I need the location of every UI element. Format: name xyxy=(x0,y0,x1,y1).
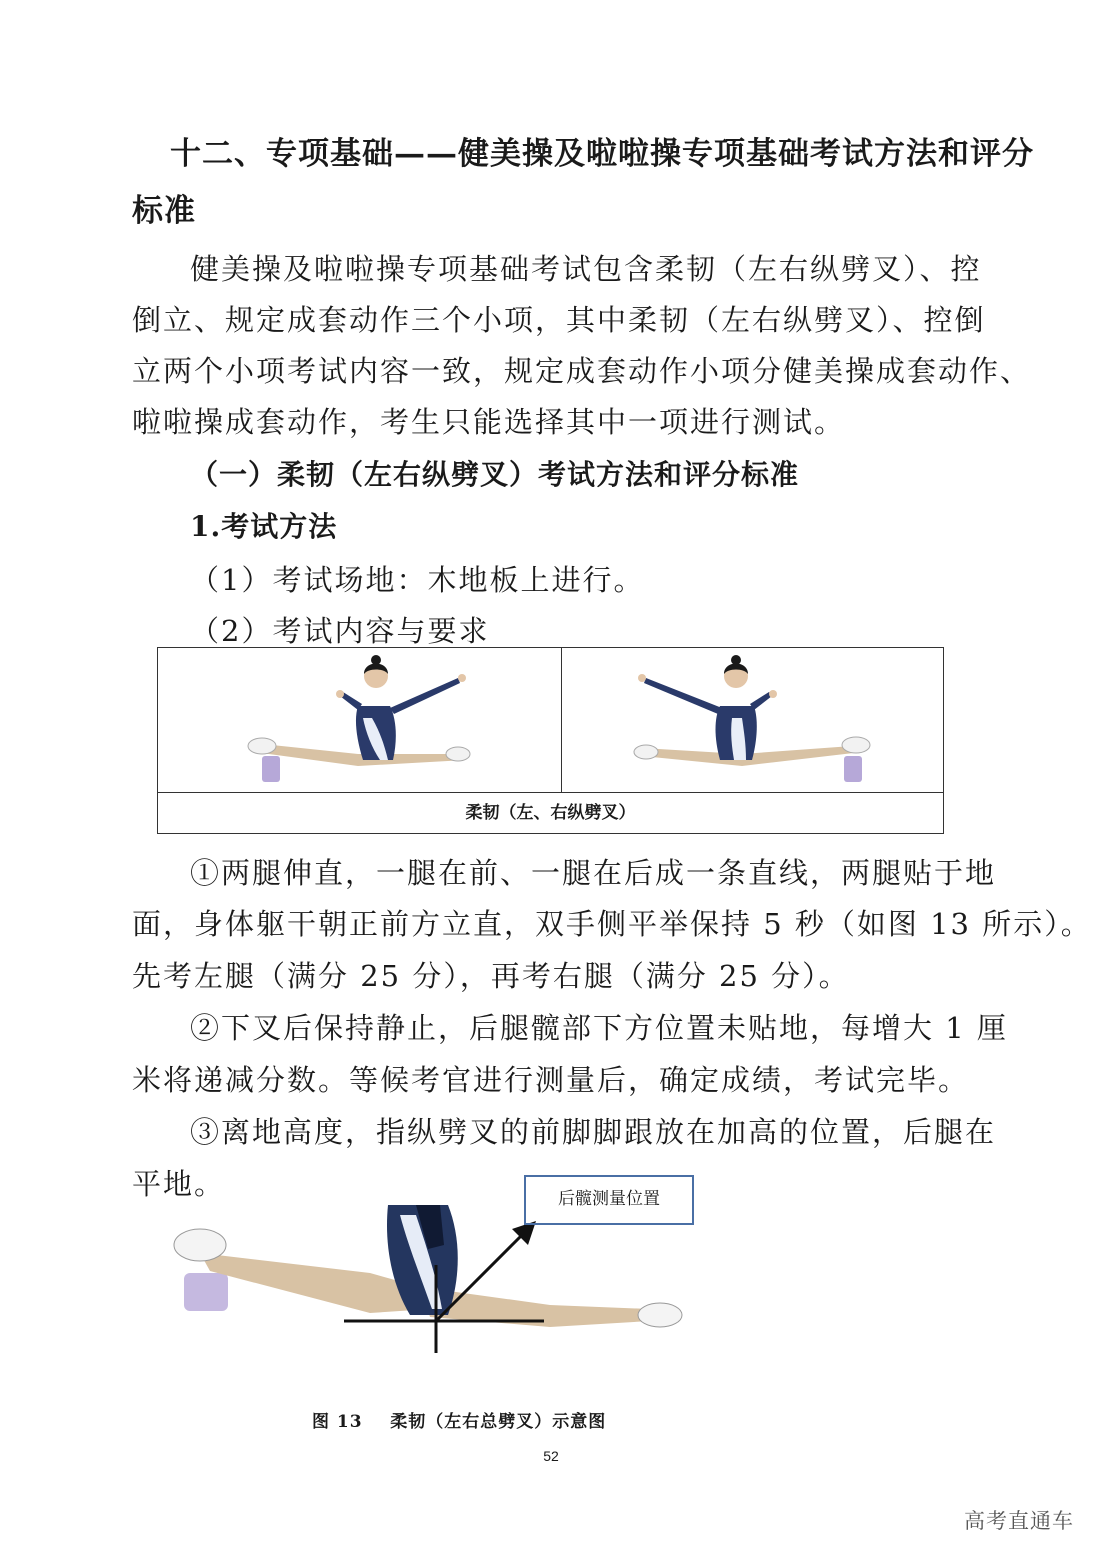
right-split-cell xyxy=(562,648,943,792)
intro-line: 健美操及啦啦操专项基础考试包含柔韧（左右纵劈叉）、控 xyxy=(190,252,982,286)
left-split-cell xyxy=(158,648,562,792)
exam-venue-item: （1）考试场地：木地板上进行。 xyxy=(190,563,645,597)
measure-position-label: 后髋测量位置 xyxy=(558,1189,660,1209)
requirement-1-line: 面，身体躯干朝正前方立直，双手侧平举保持 5 秒（如图 13 所示）。 xyxy=(132,907,1092,941)
intro-line: 倒立、规定成套动作三个小项，其中柔韧（左右纵劈叉）、控倒 xyxy=(132,303,986,337)
requirement-1-line: ①两腿伸直，一腿在前、一腿在后成一条直线，两腿贴于地 xyxy=(190,856,997,890)
figure13-illustration xyxy=(170,1205,710,1355)
split-figure-table xyxy=(157,647,944,834)
watermark: 高考直通车 xyxy=(964,1509,1074,1533)
subsection-heading: （一）柔韧（左右纵劈叉）考试方法和评分标准 xyxy=(190,458,800,491)
figure13-caption: 图 13 柔韧（左右总劈叉）示意图 xyxy=(312,1412,607,1432)
right-split-illustration xyxy=(562,648,943,792)
requirement-3-line: ③离地高度，指纵劈叉的前脚脚跟放在加高的位置，后腿在 xyxy=(190,1115,997,1149)
requirement-2-line: 米将递减分数。等候考官进行测量后，确定成绩，考试完毕。 xyxy=(132,1063,970,1097)
requirement-2-line: ②下叉后保持静止，后腿髋部下方位置未贴地，每增大 1 厘 xyxy=(190,1011,1008,1045)
section-title-line1: 十二、专项基础——健美操及啦啦操专项基础考试方法和评分 xyxy=(170,136,1034,172)
exam-content-item: （2）考试内容与要求 xyxy=(190,614,490,648)
figure-table-caption: 柔韧（左、右纵劈叉） xyxy=(158,792,943,833)
requirement-3-line: 平地。 xyxy=(132,1167,226,1201)
left-split-illustration xyxy=(158,648,562,792)
intro-line: 立两个小项考试内容一致，规定成套动作小项分健美操成套动作、 xyxy=(132,354,1032,388)
measure-position-box xyxy=(524,1175,694,1225)
section-title-line2: 标准 xyxy=(132,193,196,229)
page-number: 52 xyxy=(543,1448,559,1464)
requirement-1-line: 先考左腿（满分 25 分），再考右腿（满分 25 分）。 xyxy=(132,959,850,993)
intro-line: 啦啦操成套动作，考生只能选择其中一项进行测试。 xyxy=(132,405,846,439)
method-heading: 1.考试方法 xyxy=(190,510,338,543)
